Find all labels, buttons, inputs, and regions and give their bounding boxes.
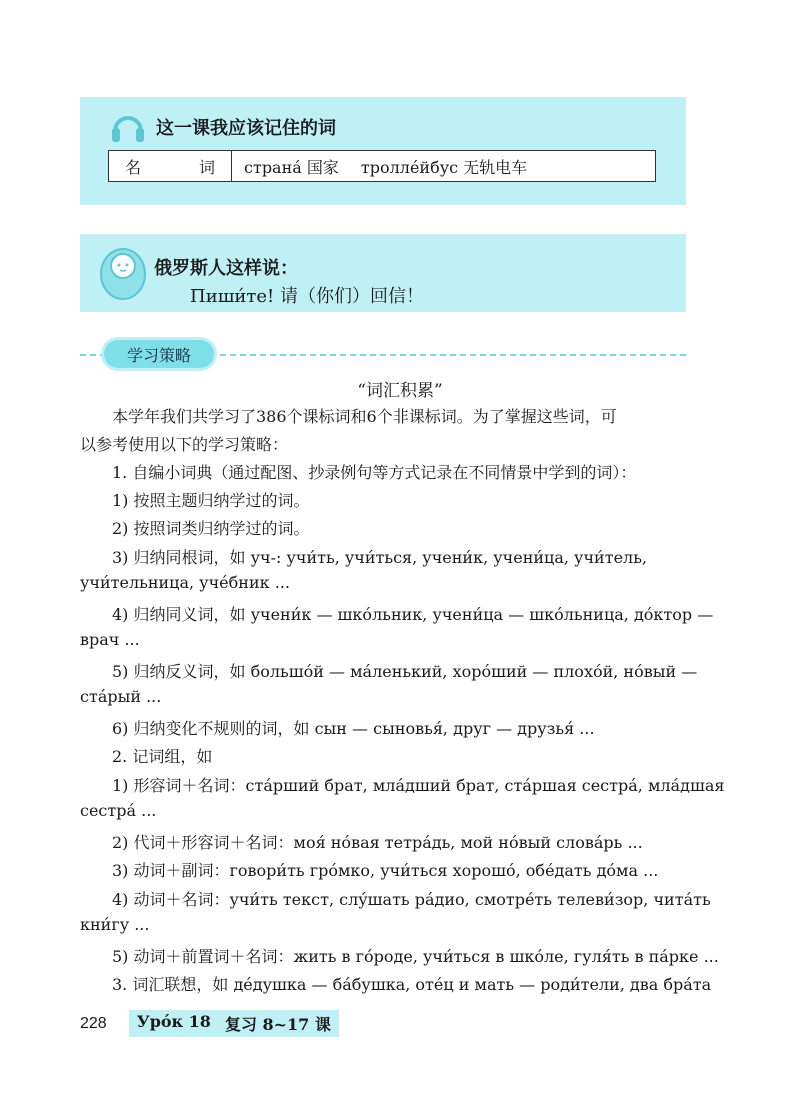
- vocab-box: [80, 97, 686, 205]
- strategy-line: 3. 词汇联想，如 де́душка — ба́бушка, оте́ц и мать — роди́тели, два бра́та: [112, 975, 712, 994]
- strategy-line: 3) 动词＋副词：говори́ть гро́мко, учи́ться хорошо́, обе́дать до́ма ...: [112, 861, 659, 880]
- strategy-line: кни́гу ...: [80, 915, 150, 934]
- vocab-word-1: страна́ 国家: [244, 157, 339, 177]
- vocab-label-a: 名: [125, 157, 142, 177]
- strategy-line: 以参考使用以下的学习策略：: [80, 435, 289, 454]
- strategy-line: 本学年我们共学习了386个课标词和6个非课标词。为了掌握这些词，可: [112, 407, 617, 426]
- vocab-box-title: 这一课我应该记住的词: [156, 118, 336, 139]
- strategy-line: 2) 代词＋形容词＋名词：моя́ но́вая тетра́дь, мой но́вый слова́рь ...: [112, 833, 643, 852]
- matryoshka-icon: [98, 242, 148, 304]
- strategy-line: учи́тельница, уче́бник ...: [80, 573, 290, 592]
- page-footer: [80, 1010, 339, 1037]
- strategy-line: сестра́ ...: [80, 801, 157, 820]
- strategy-line: 2. 记词组，如: [112, 747, 213, 766]
- page-number: 228: [80, 1014, 107, 1032]
- review-label: 复习 8~17 课: [224, 1015, 331, 1034]
- vocab-word-2: тролле́йбус 无轨电车: [360, 157, 528, 177]
- strategy-line: 1) 按照主题归纳学过的词。: [112, 491, 310, 510]
- phrase-text: Пиши́те! 请（你们）回信！: [190, 286, 424, 307]
- strategy-line: 6) 归纳变化不规则的词，如 сын — сыновья́, друг — друзья́ ...: [112, 719, 595, 738]
- strategy-line: 1. 自编小词典（通过配图、抄录例句等方式记录在不同情景中学到的词）：: [112, 463, 637, 482]
- phrase-box-title: 俄罗斯人这样说：: [154, 258, 298, 279]
- headphones-icon: [110, 109, 146, 151]
- lesson-tag: [129, 1010, 339, 1037]
- vocab-table: [108, 150, 656, 182]
- lesson-label: Уро́к 18: [136, 1012, 211, 1031]
- phrase-box: [80, 234, 686, 312]
- strategy-line: 4) 动词＋名词：учи́ть текст, слу́шать ра́дио, смотре́ть телеви́зор, чита́ть: [112, 890, 711, 909]
- strategy-line: 4) 归纳同义词，如 учени́к — шко́льник, учени́ца — шко́льница, до́ктор —: [112, 605, 714, 624]
- strategy-line: 5) 动词＋前置词＋名词：жить в го́роде, учи́ться в шко́ле, гуля́ть в па́рке ...: [112, 947, 719, 966]
- strategy-line: врач ...: [80, 630, 140, 649]
- strategy-subtitle: “词汇积累”: [357, 381, 443, 401]
- strategy-line: 5) 归纳反义词，如 большо́й — ма́ленький, хоро́ший — плохо́й, но́вый —: [112, 662, 698, 681]
- vocab-label-b: 词: [198, 157, 215, 177]
- strategy-line: ста́рый ...: [80, 687, 162, 706]
- strategy-badge: 学习策略: [104, 340, 214, 368]
- vocab-category: [109, 151, 232, 181]
- strategy-line: 1) 形容词＋名词：ста́рший брат, мла́дший брат, ста́ршая сестра́, мла́дшая: [112, 776, 725, 795]
- strategy-line: 3) 归纳同根词，如 уч-: учи́ть, учи́ться, учени́к, учени́ца, учи́тель,: [112, 548, 647, 567]
- strategy-line: 2) 按照词类归纳学过的词。: [112, 519, 310, 538]
